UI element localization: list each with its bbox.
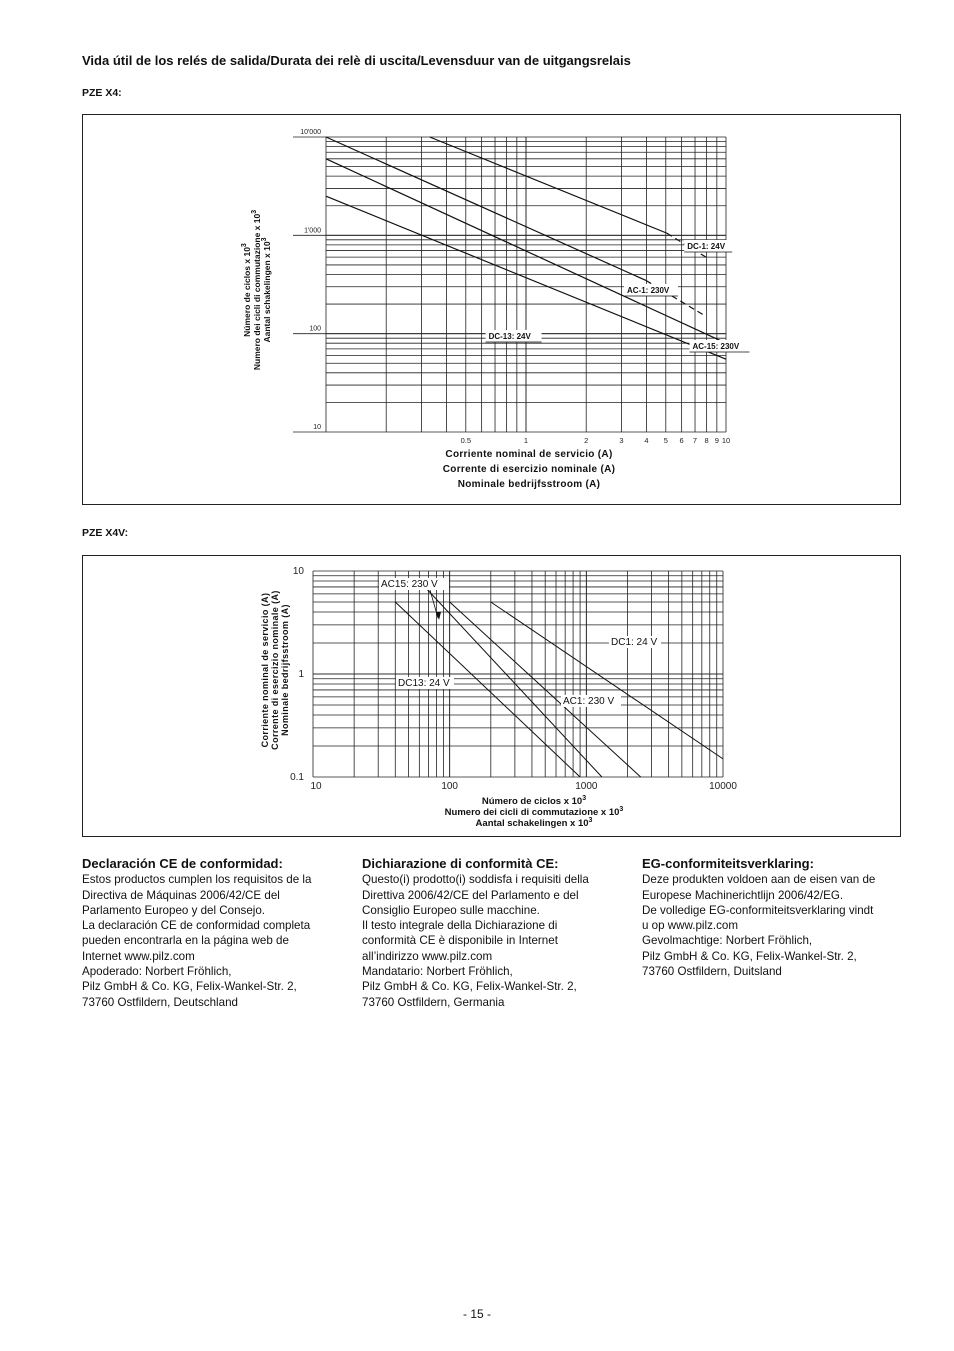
chart2-y-tick-label: 10	[292, 566, 304, 577]
page-heading: Vida útil de los relés de salida/Durata dei relè di uscita/Levensduur van de uitgangsrelais	[82, 53, 631, 68]
chart2-x-axis-title: Aantal schakelingen x $10^3$	[475, 817, 593, 829]
chart1-x-tick-label: 0.5	[460, 436, 472, 445]
declaration-nl	[642, 856, 904, 979]
chart1-x-axis-title: Nominale bedrijfsstroom (A)	[457, 479, 601, 490]
chart1-x-tick-label: 3	[619, 436, 624, 445]
chart1-y-tick-label: 100	[309, 325, 321, 333]
chart1-series-label: AC-15: 230V	[692, 342, 740, 351]
chart2-y-tick-label: 0.1	[290, 772, 304, 783]
chart2-x-axis-title: Número de ciclos x $10^3$	[481, 795, 587, 807]
chart2-x-tick-label: 1000	[575, 781, 598, 792]
chart2-y-tick-label: 1	[298, 669, 304, 680]
chart1-x-tick-label: 4	[644, 436, 649, 445]
declaration-it-body: Questo(i) prodotto(i) soddisfa i requisiti della Direttiva 2006/42/CE del Parlamento e del Consiglio Europeo sulle macchine. Il testo integrale della Dichiarazione di conformità CE è disponibile in Internet all’indirizzo www.pilz.com Mandatario: Norbert Fröhlich, Pilz GmbH & Co. KG, Felix-Wankel-Str. 2, 73760 Ostfildern, Germania	[362, 873, 589, 1009]
chart1-x-axis-title: Corrente di esercizio nominale (A)	[442, 464, 616, 475]
chart1-y-tick-label: 10	[313, 424, 321, 431]
declaration-it	[362, 856, 624, 1010]
page-number: - 15 -	[462, 1307, 491, 1321]
declaration-nl-heading: EG-conformiteitsverklaring:	[642, 856, 814, 871]
chart1-series-label: AC-1: 230V	[627, 286, 670, 295]
chart1-series-label: DC-13: 24V	[488, 332, 531, 341]
chart1-x-tick-label: 2	[584, 436, 589, 445]
chart2-series-line	[491, 602, 723, 759]
chart1-section-label: PZE X4:	[82, 87, 122, 99]
chart2-x-axis-title: Numero dei cicli di commutazione x $10^3$	[444, 806, 624, 818]
chart2-series-label: DC13: 24 V	[398, 678, 450, 689]
declaration-es-body: Estos productos cumplen los requisitos de la Directiva de Máquinas 2006/42/CE del Parlamento Europeo y del Consejo. La declaración CE de conformidad completa pueden encontrarla en la página web de Internet www.pilz.com Apoderado: Norbert Fröhlich, Pilz GmbH & Co. KG, Felix-Wankel-Str. 2, 73760 Ostfildern, Deutschland	[82, 873, 312, 1009]
chart2-series-line	[395, 602, 580, 777]
declaration-it-heading: Dichiarazione di conformità CE:	[362, 856, 559, 871]
chart1-y-axis-title: Aantal schakelingen x $10^3$	[261, 237, 272, 343]
chart2-y-axis-title: Nominale bedrijfsstroom (A)	[280, 604, 290, 736]
declaration-nl-body: Deze produkten voldoen aan de eisen van de Europese Machinerichtlijn 2006/42/EG. De volledige EG-conformiteitsverklaring vindt u op www.pilz.com Gevolmachtige: Norbert Fröhlich, Pilz GmbH & Co. KG, Felix-Wankel-Str. 2, 73760 Ostfildern, Duitsland	[642, 873, 876, 979]
chart1-x-tick-label: 5	[663, 436, 668, 445]
chart2-x-tick-label: 10	[310, 781, 322, 792]
chart1-x-tick-label: 1	[523, 436, 529, 445]
chart1-series-label: DC-1: 24V	[687, 242, 726, 251]
chart1-x-tick-label: 6	[679, 436, 684, 445]
chart2-series-label: DC1: 24 V	[611, 637, 658, 648]
chart1-y-tick-label: 1'000	[304, 227, 321, 235]
chart1-x-tick-label: 9	[714, 436, 719, 445]
chart1-x-tick-label: 7	[692, 436, 698, 445]
chart1-y-tick-label: 10'000	[300, 129, 321, 136]
chart2-series-label: AC15: 230 V	[381, 579, 438, 590]
declaration-es	[82, 856, 344, 1010]
chart2-y-axis-title: Corriente nominal de servicio (A)	[260, 592, 270, 748]
chart1-x-tick-label: 8	[704, 436, 709, 445]
declaration-es-heading: Declaración CE de conformidad:	[82, 856, 283, 871]
chart1-y-axis-title: Número de ciclos x $10^3$	[241, 243, 252, 337]
chart1-x-axis-title: Corriente nominal de servicio (A)	[445, 449, 613, 460]
chart2-y-axis-title: Corrente di esercizio nominale (A)	[270, 590, 280, 750]
chart1-y-axis-title: Numero dei cicli di commutazione x $10^3$	[251, 209, 262, 371]
chart2-series-label: AC1: 230 V	[563, 696, 615, 707]
chart2-x-tick-label: 10000	[709, 781, 737, 792]
chart2-section-label: PZE X4V:	[82, 527, 129, 539]
chart2-x-tick-label: 100	[441, 781, 459, 792]
chart1-x-tick-label: 10	[721, 436, 731, 445]
